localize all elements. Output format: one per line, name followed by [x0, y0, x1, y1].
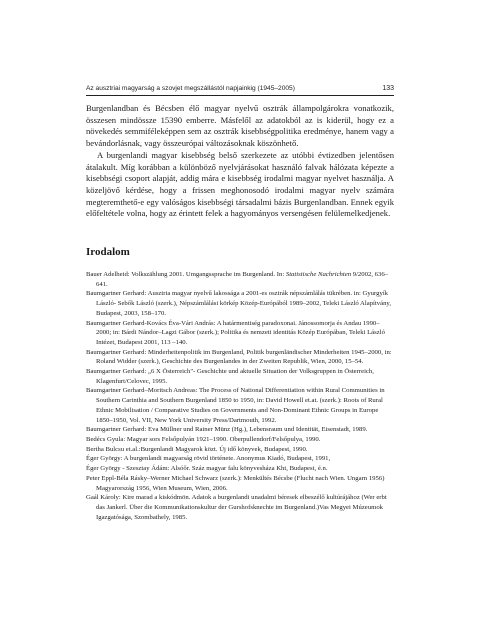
reference-entry	[86, 445, 394, 455]
reference-text: Bauer Adelheid: Volkszählung 2001. Umgangssprache im Burgenland. In:	[86, 271, 286, 279]
reference-entry	[86, 464, 394, 474]
reference-text-tail: 9/2002, 636–641.	[96, 271, 389, 288]
reference-text: Peter Eppl-Béla Rásky–Werner Michael Schwarz (szerk.): Menkültés Bécsbe (Flucht nach Wien. Ungarn 1956) Magyarország 1956, Wien Museum, Wien, 2006.	[86, 474, 385, 492]
reference-entry	[86, 435, 394, 445]
paragraph: A burgenlandi magyar kisebbség belső szerkezete az utóbbi évtizedben jelentősen átalakult. Míg korábban a különböző nyelvjárásokat használó falvak hálózata képezte a kisebbségi csoport alapját, addig mára e kisebbség irodalmi magyar nyelvet használja. A közeljövő kérdése, hogy a frissen meghonosodó irodalmi magyar nyelv számára megteremthető-e egy valóságos kisebbségi társadalmi bázis Burgenlandban. Ennek egyik előfeltétele volna, hogy az érintett felek a hagyományos versengésen felülemelkedjenek.	[86, 149, 394, 219]
section-heading: Irodalom	[86, 246, 130, 259]
reference-text: Bertha Bulcsu et.al.:Burgenlandi Magyarok közt. Új idő könyvek, Budapest, 1990.	[86, 445, 308, 453]
running-title: Az ausztriai magyarság a szovjet megszállástól napjainkig (1945–2005)	[86, 85, 295, 92]
paragraph-continued: Burgenlandban és Bécsben élő magyar nyelvű osztrák állampolgárokra vonatkozik, összesen mindössze 15390 emberre. Másfelől az adatokból az is kiderül, hogy ez a növekedés semmiféleképpen sem az osztrák kisebbségpolitika eredménye, hanem vagy a bevándorlásnak, vagy összeurópai változásoknak köszönhető.	[86, 103, 394, 149]
book-page	[86, 84, 394, 522]
running-header	[86, 84, 394, 96]
reference-entry	[86, 386, 394, 425]
reference-entry	[86, 270, 394, 289]
reference-text: Bedécs Gyula: Magyar sors Felsőpulyán 1921–1990. Oberpullendorf/Felsőpulya, 1990.	[86, 435, 321, 443]
body-text	[86, 103, 394, 220]
reference-entry	[86, 454, 394, 464]
reference-text: Baumgartner Gerhard: Minderheitenpolitik im Burgenland, Politik burgenländischer Minderheiten 1945–2000, in: Roland Widder (szerk.), Geschichte des Burgenlandes in der Zweiten Republik, Wien, 2000, 15–54.	[86, 348, 392, 366]
reference-text: Éger György: A burgenlandi magyarság rövid története. Anonymus Kiadó, Budapest, 1991,	[86, 455, 331, 463]
page-number: 133	[382, 85, 394, 92]
reference-text: Baumgartner Gerhard: Eva Müllner und Rainer Münz (Hg.), Lebensraum und Identität, Eisenstadt, 1989.	[86, 426, 368, 434]
reference-text: Baumgartner Gerhard: Ausztria magyar nyelvű lakossága a 2001-es osztrák népszámlálás tükrében. in: Gyurgyík László- Sebők László (szerk.), Népszámlálási körkép Közép-Európából 1989–2002, Teleki László Alapítvány, Budapest, 2003, 158–170.	[86, 290, 391, 317]
reference-text: Baumgartner Gerhard: „6 X Österreich"- Geschichte und aktuelle Situation der Volksgruppen in Österreich, Klagenfurt/Celovec, 1995.	[86, 368, 374, 385]
reference-entry	[86, 493, 394, 522]
reference-text: Éger György - Szesztay Ádám: Alsóőr. Száz magyar falu könyvesháza Kht, Budapest, é.n.	[86, 465, 328, 473]
reference-entry	[86, 319, 394, 348]
reference-list	[86, 270, 394, 522]
reference-entry	[86, 474, 394, 493]
reference-journal-title: Statistische Nachrichten	[285, 271, 352, 279]
reference-entry	[86, 289, 394, 318]
reference-text: Gaál Károly: Kire marad a kiskódmön. Adatok a burgenlandi unadalmi béresek elbeszélő kultúrájához (Wer erbt das Jankerl. Über die Kommunikationskultur der Gurshofsknechte im Burgenland.)Vas Megyei Múzeumok Igazgatósága, Szombathely, 1985.	[86, 494, 387, 521]
reference-text: Baumgartner Gerhard-Kovács Éva-Vári András: A határmentiség paradoxonai. Jánossomorja és Andau 1990–2000; in: Bárdi Nándor–Lagzi Gábor (szerk.); Politika és nemzeti identitás Közép Európában, Teleki László Intézet, Budapest 2001, 113 –140.	[86, 319, 385, 346]
reference-entry	[86, 425, 394, 435]
reference-entry	[86, 348, 394, 367]
reference-text: Baumgartner Gerhard–Moritsch Andreas: The Process of National Differentiation within Rural Communities in Southern Carinthia and Southern Burgenland 1850 to 1950, in: David Howell et.at. (szerk.): Roots of Rural Ethnic Mobilisation / Comparative Studies on Governments and Non-Dominant Ethnic Groups in Europe 1850–1950, Vol. VII, New York University Press/Dartmouth, 1992.	[86, 387, 385, 424]
reference-entry	[86, 367, 394, 386]
